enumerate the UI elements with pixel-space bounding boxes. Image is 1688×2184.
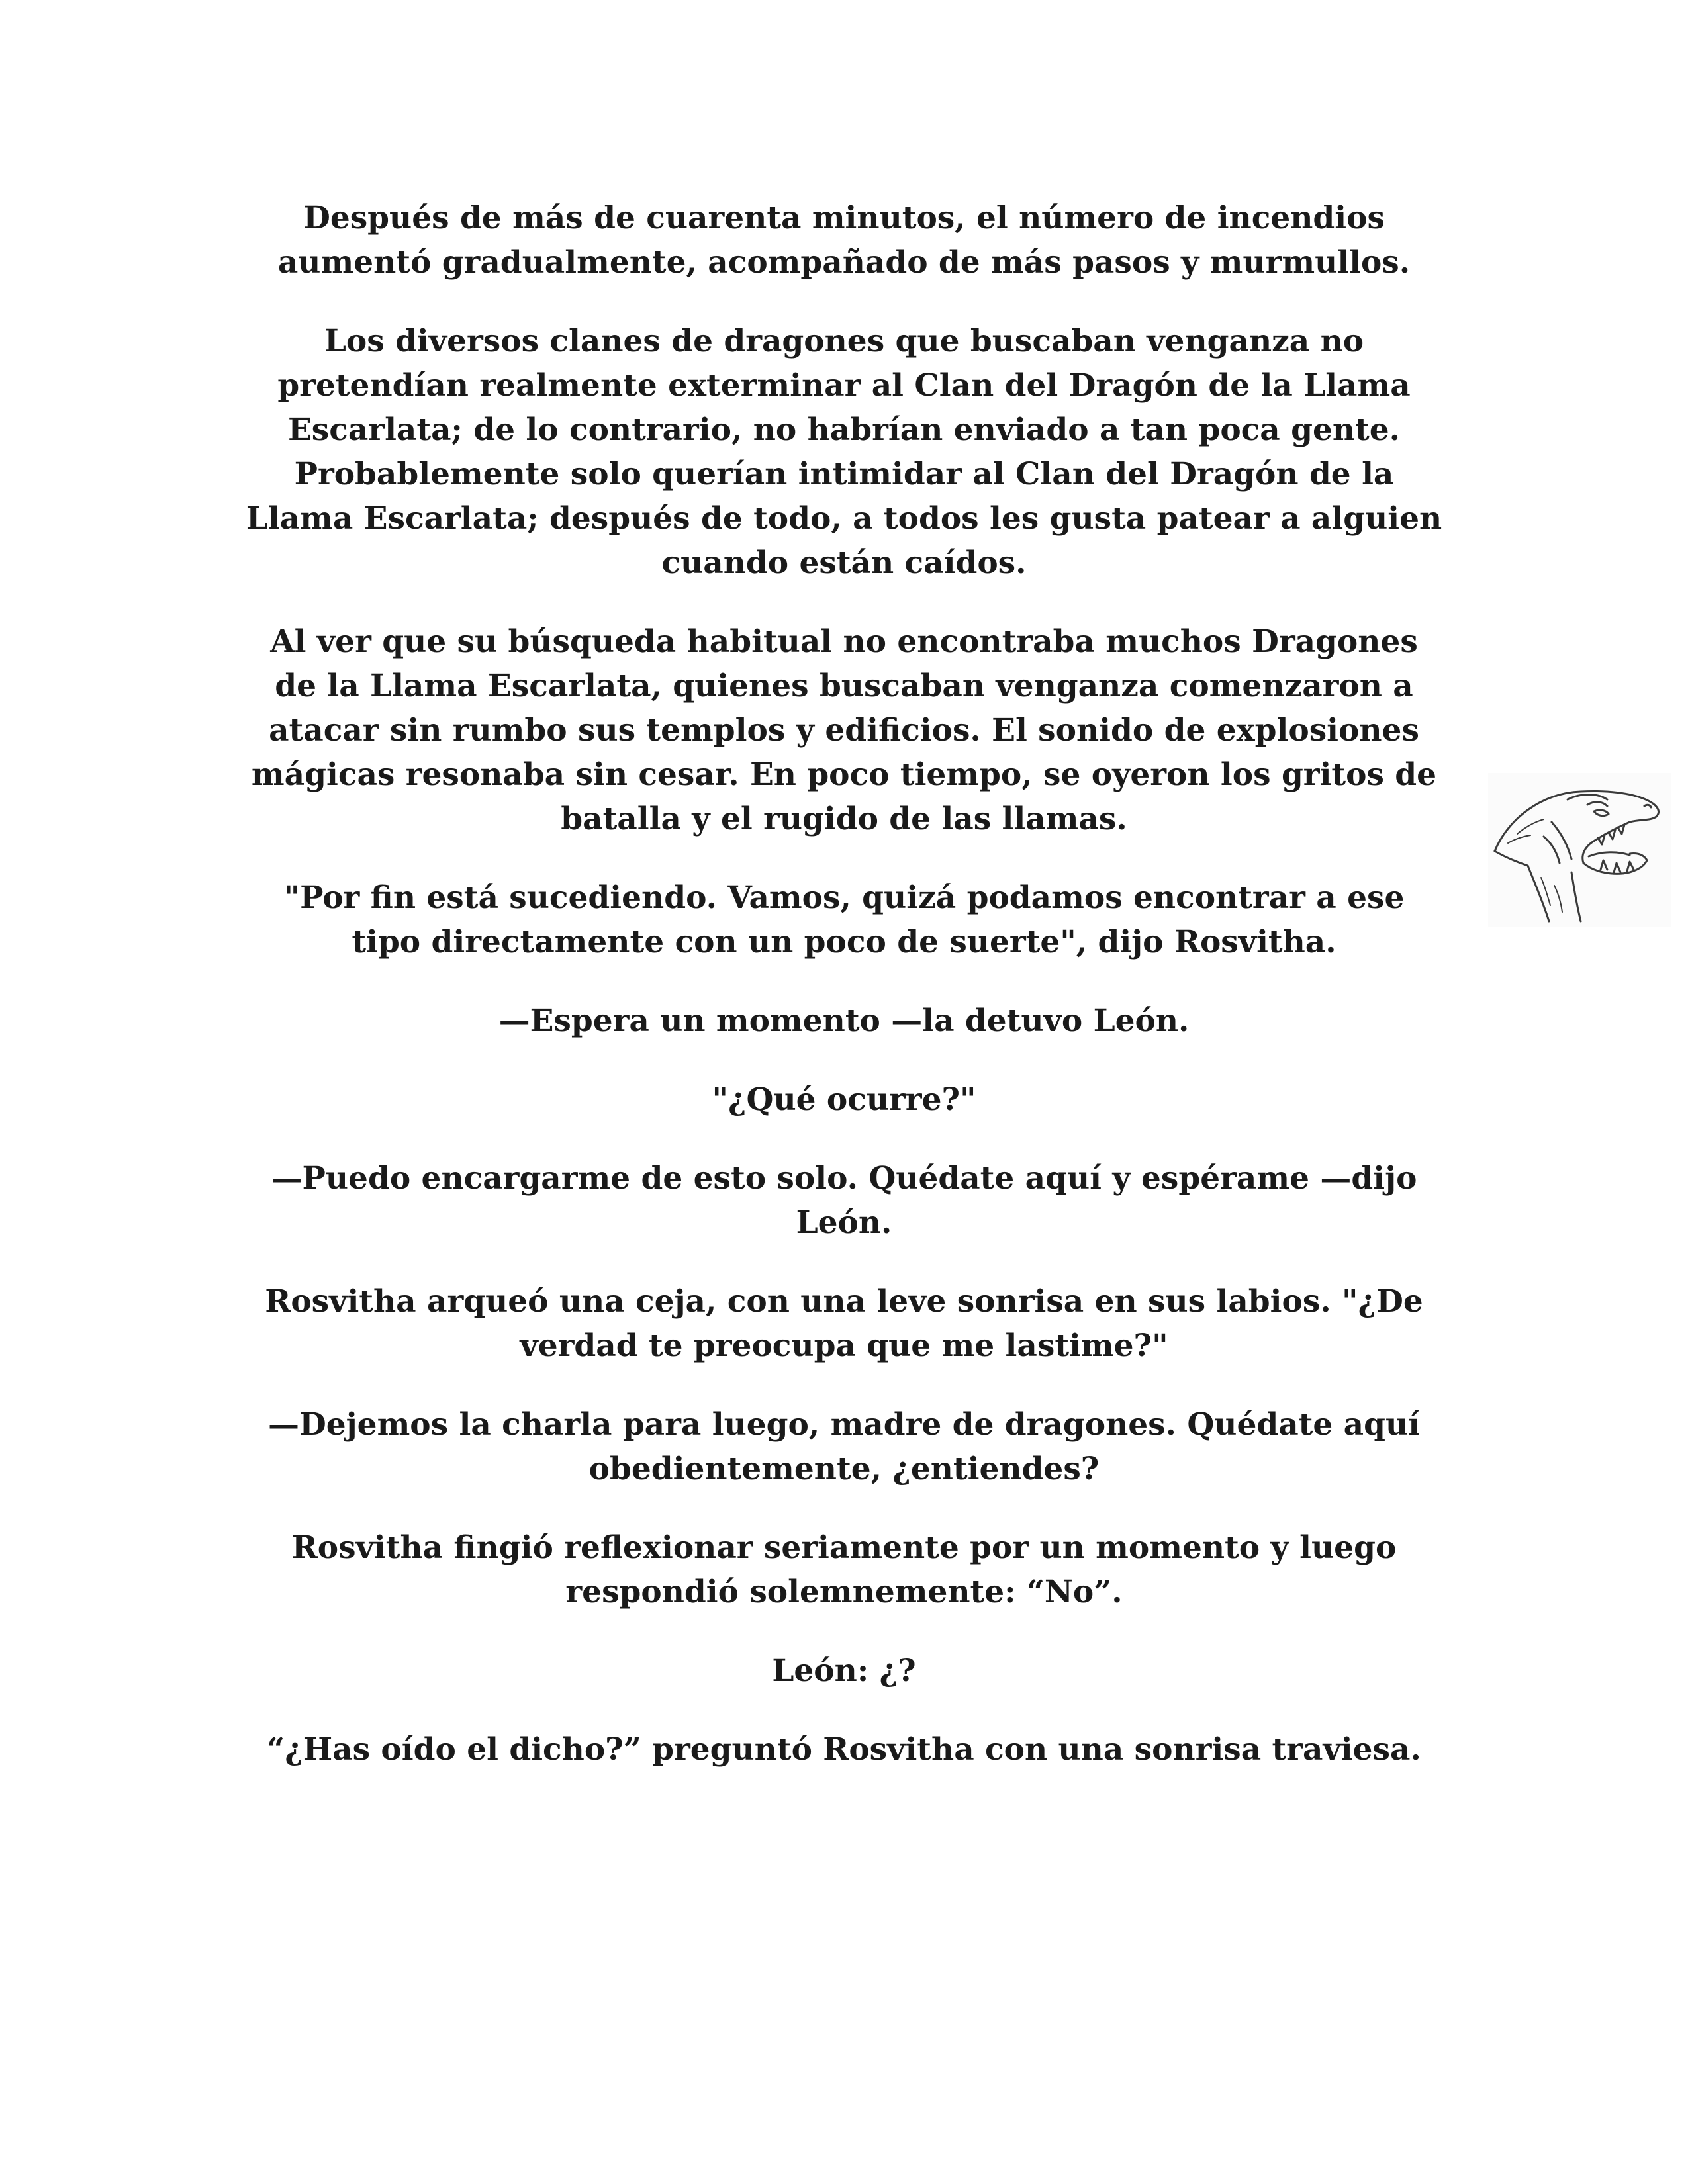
paragraph-8: Rosvitha arqueó una ceja, con una leve sonrisa en sus labios. "¿De verdad te preocupa que me lastime?"	[265, 1283, 1423, 1364]
story-text	[245, 196, 1443, 1806]
dragon-head-sketch-icon	[1488, 773, 1671, 927]
paragraph-12: “¿Has oído el dicho?” preguntó Rosvitha con una sonrisa traviesa.	[267, 1731, 1421, 1768]
paragraph-5: —Espera un momento —la detuvo León.	[498, 1003, 1190, 1039]
paragraph-10: Rosvitha fingió reflexionar seriamente por un momento y luego respondió solemnemente: “No”.	[291, 1529, 1397, 1610]
paragraph-7: —Puedo encargarme de esto solo. Quédate aquí y espérame —dijo León.	[271, 1160, 1417, 1241]
paragraph-2: Los diversos clanes de dragones que buscaban venganza no pretendían realmente exterminar al Clan del Dragón de la Llama Escarlata; de lo contrario, no habrían enviado a tan poca gente. Probablemente solo querían intimidar al Clan del Dragón de la Llama Escarlata; después de todo, a todos les gusta patear a alguien cuando están caídos.	[246, 323, 1442, 581]
paragraph-9: —Dejemos la charla para luego, madre de dragones. Quédate aquí obedientemente, ¿entiendes?	[268, 1406, 1420, 1487]
paragraph-3: Al ver que su búsqueda habitual no encontraba muchos Dragones de la Llama Escarlata, quienes buscaban venganza comenzaron a atacar sin rumbo sus templos y edificios. El sonido de explosiones mágicas resonaba sin cesar. En poco tiempo, se oyeron los gritos de batalla y el rugido de las llamas.	[251, 623, 1437, 837]
paragraph-4: "Por fin está sucediendo. Vamos, quizá podamos encontrar a ese tipo directamente con un poco de suerte", dijo Rosvitha.	[283, 880, 1405, 960]
paragraph-6: "¿Qué ocurre?"	[712, 1081, 976, 1118]
paragraph-1: Después de más de cuarenta minutos, el número de incendios aumentó gradualmente, acompañado de más pasos y murmullos.	[277, 200, 1411, 281]
paragraph-11: León: ¿?	[772, 1653, 916, 1689]
